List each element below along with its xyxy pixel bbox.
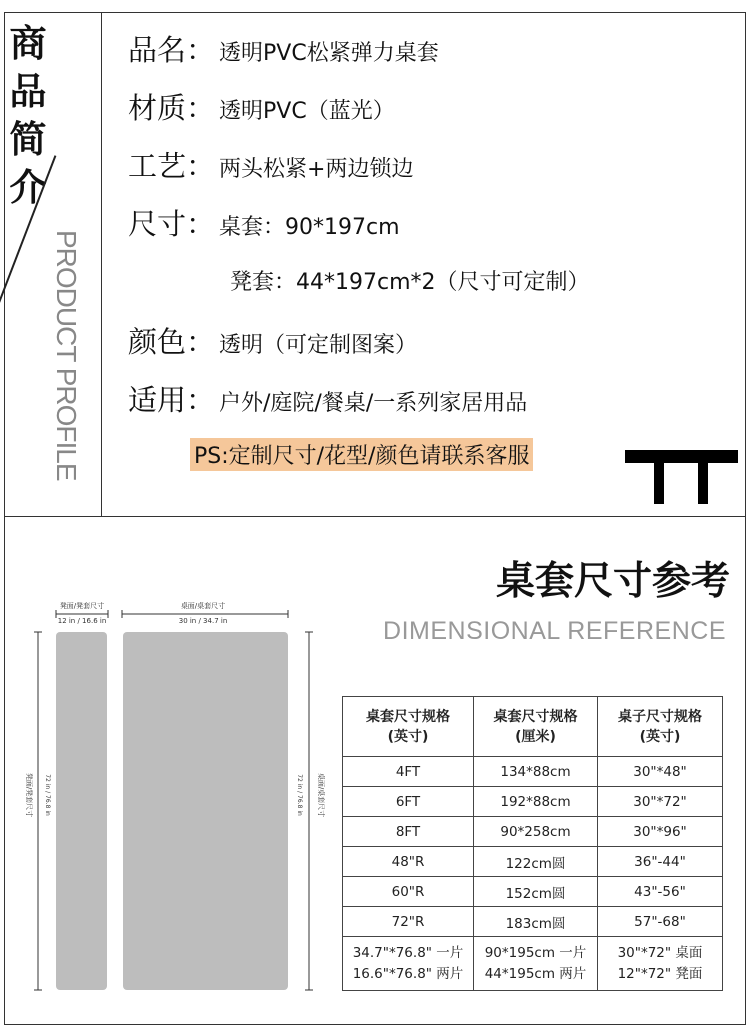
table-row — [343, 847, 723, 877]
side-title-char: 商 — [9, 22, 47, 65]
side-title-char: 品 — [9, 70, 47, 113]
side-title — [8, 20, 48, 212]
section-subtitle: DIMENSIONAL REFERENCE — [383, 617, 726, 645]
table-header-cell: 桌套尺寸规格 (厘米) — [474, 697, 598, 757]
spec-value: 透明PVC松紧弹力桌套 — [219, 41, 439, 66]
table-cell: 183cm圆 — [474, 907, 598, 937]
section-title: 桌套尺寸参考 — [495, 559, 730, 604]
spec-label: 品名： — [128, 33, 216, 67]
spec-material — [128, 86, 395, 127]
bench-height-label: 72 in / 76.8 in — [44, 774, 51, 816]
spec-label: 适用： — [128, 383, 216, 417]
spec-name — [128, 28, 439, 69]
bench-width-label: 12 in / 16.6 in — [57, 617, 107, 625]
table-cell: 36"-44" — [598, 847, 723, 877]
spec-value: 桌套：90*197cm — [219, 215, 400, 240]
table-cell: 57"-68" — [598, 907, 723, 937]
table-row — [343, 937, 723, 991]
table-row — [343, 907, 723, 937]
side-title-char: 介 — [9, 166, 47, 209]
spec-value: 透明（可定制图案） — [219, 333, 418, 358]
spec-label: 材质： — [128, 91, 216, 125]
spec-size-bench: 凳套：44*197cm*2（尺寸可定制） — [230, 270, 590, 295]
spec-size — [128, 202, 400, 243]
table-cell: 30"*72" — [598, 787, 723, 817]
table-side-label: 桌面/桌套尺寸 — [317, 772, 325, 818]
table-cell: 30"*72" 桌面 12"*72" 凳面 — [598, 937, 723, 991]
table-cell: 72"R — [343, 907, 474, 937]
table-row — [343, 787, 723, 817]
table-row — [343, 757, 723, 787]
table-header-row — [343, 697, 723, 757]
table-cell: 192*88cm — [474, 787, 598, 817]
table-cell: 30"*48" — [598, 757, 723, 787]
size-table — [342, 696, 723, 991]
table-row — [343, 817, 723, 847]
bench-side-label: 凳面/凳套尺寸 — [25, 772, 33, 818]
table-cover-panel — [123, 632, 288, 990]
spec-label: 工艺： — [128, 149, 216, 183]
ps-note: PS:定制尺寸/花型/颜色请联系客服 — [190, 438, 533, 471]
spec-usage — [128, 378, 527, 419]
table-cell: 152cm圆 — [474, 877, 598, 907]
table-cell: 8FT — [343, 817, 474, 847]
table-cell: 134*88cm — [474, 757, 598, 787]
spec-color — [128, 320, 417, 361]
table-cell: 90*258cm — [474, 817, 598, 847]
table-width-label: 30 in / 34.7 in — [178, 617, 228, 625]
table-cell: 6FT — [343, 787, 474, 817]
spec-value: 两头松紧+两边锁边 — [219, 157, 414, 182]
table-cell: 4FT — [343, 757, 474, 787]
table-cell: 122cm圆 — [474, 847, 598, 877]
side-title-en: PRODUCT PROFILE — [51, 230, 82, 481]
divider-line — [101, 13, 102, 516]
table-cell: 34.7"*76.8" 一片 16.6"*76.8" 两片 — [343, 937, 474, 991]
table-cell: 60"R — [343, 877, 474, 907]
side-title-char: 简 — [9, 118, 47, 161]
table-cell: 43"-56" — [598, 877, 723, 907]
dimension-diagram — [0, 590, 340, 1010]
bench-top-label: 凳面/凳套尺寸 — [59, 602, 105, 610]
spec-craft — [128, 144, 413, 185]
table-header-cell: 桌套尺寸规格 (英寸) — [343, 697, 474, 757]
table-top-label: 桌面/桌套尺寸 — [180, 602, 226, 610]
table-cell: 48"R — [343, 847, 474, 877]
table-cell: 30"*96" — [598, 817, 723, 847]
table-icon — [625, 450, 738, 504]
bench-cover-panel — [56, 632, 107, 990]
table-height-label: 72 in / 76.8 in — [296, 774, 303, 816]
table-header-cell: 桌子尺寸规格 (英寸) — [598, 697, 723, 757]
spec-value: 透明PVC（蓝光） — [219, 99, 395, 124]
spec-label: 尺寸： — [128, 207, 216, 241]
table-row — [343, 877, 723, 907]
table-cell: 90*195cm 一片 44*195cm 两片 — [474, 937, 598, 991]
spec-value: 户外/庭院/餐桌/一系列家居用品 — [219, 391, 528, 416]
spec-label: 颜色： — [128, 325, 216, 359]
